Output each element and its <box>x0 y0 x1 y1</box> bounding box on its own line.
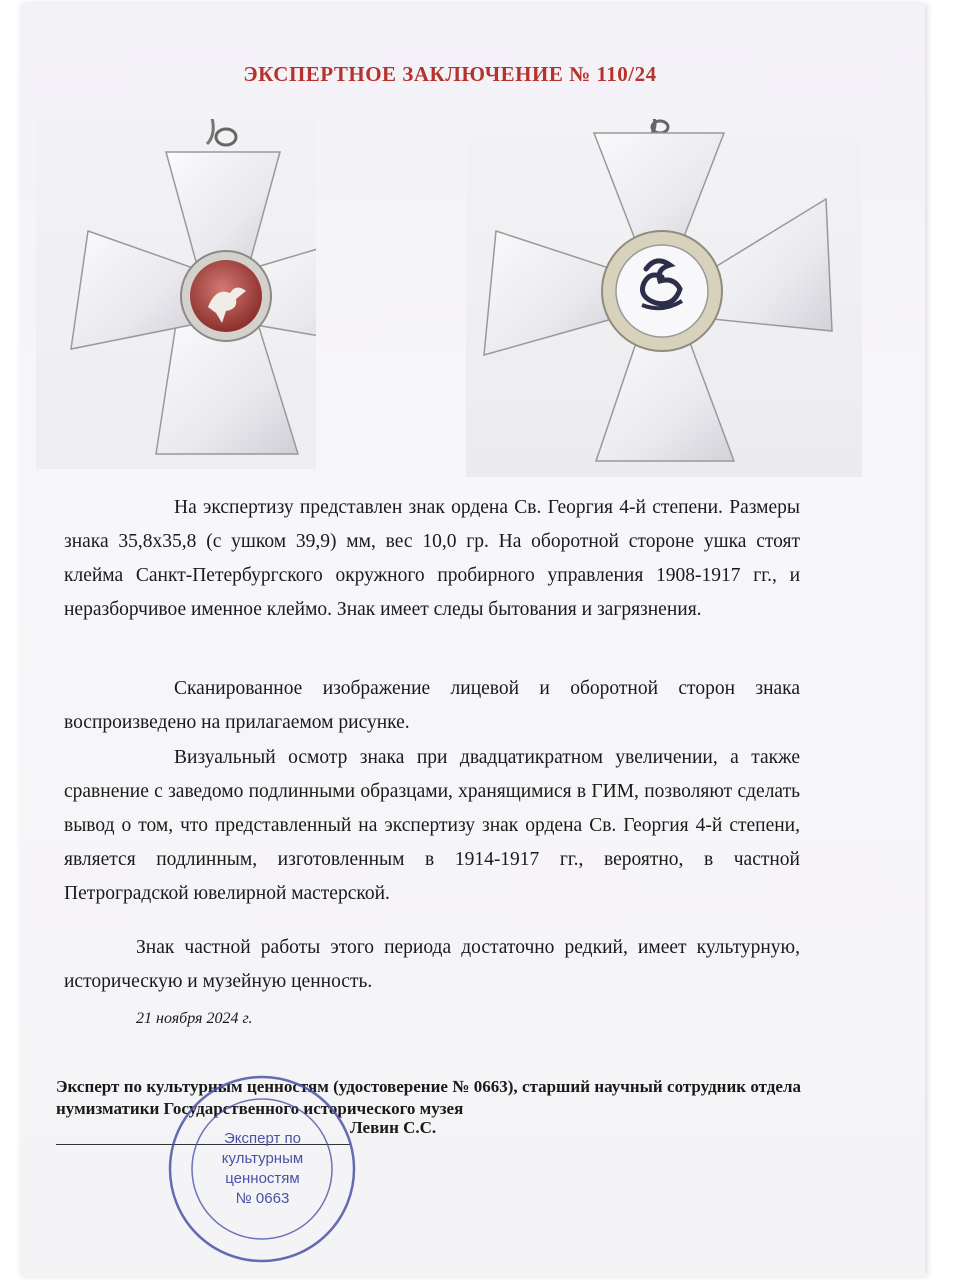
signature-position: Эксперт по культурным ценностям (удостоверение № 0663), старший научный сотрудник отдела нумизматики Государственного исторического музея <box>56 1077 801 1118</box>
document-title: ЭКСПЕРТНОЕ ЗАКЛЮЧЕНИЕ № 110/24 <box>243 62 657 86</box>
stamp-line: ценностям <box>225 1170 300 1187</box>
page-edge <box>0 0 14 1280</box>
order-reverse-photo <box>466 119 862 477</box>
expert-stamp <box>165 1072 360 1267</box>
signature-name: Левин С.С. <box>350 1118 437 1137</box>
stamp-number: № 0663 <box>235 1190 290 1207</box>
stamp-line: Эксперт по <box>224 1130 301 1147</box>
paragraph-scan-note: Сканированное изображение лицевой и оборотной сторон знака воспроизведено на прилагаемом рисунке. <box>64 678 800 733</box>
paragraph-description: На экспертизу представлен знак ордена Св. Георгия 4-й степени. Размеры знака 35,8x35,8 (с ушком 39,9) мм, вес 10,0 гр. На оборотной стороне ушка стоят клейма Санкт-Петербургского окружного пробирного управления 1908-1917 гг., и неразборчивое именное клеймо. Знак имеет следы бытования и загрязнения. <box>64 497 800 620</box>
paragraph-value: Знак частной работы этого периода достаточно редкий, имеет культурную, историческую и музейную ценность. <box>64 937 800 992</box>
order-obverse-photo <box>36 119 316 469</box>
document-sheet <box>20 4 925 1276</box>
document-date: 21 ноября 2024 г. <box>136 1010 253 1027</box>
paragraph-conclusion: Визуальный осмотр знака при двадцатикратном увеличении, а также сравнение с заведомо подлинными образцами, хранящимися в ГИМ, позволяют сделать вывод о том, что представленный на экспертизу знак ордена Св. Георгия 4-й степени, является подлинным, изготовленным в 1914-1917 гг., вероятно, в частной Петроградской ювелирной мастерской. <box>64 747 800 904</box>
stamp-line: культурным <box>221 1150 304 1167</box>
